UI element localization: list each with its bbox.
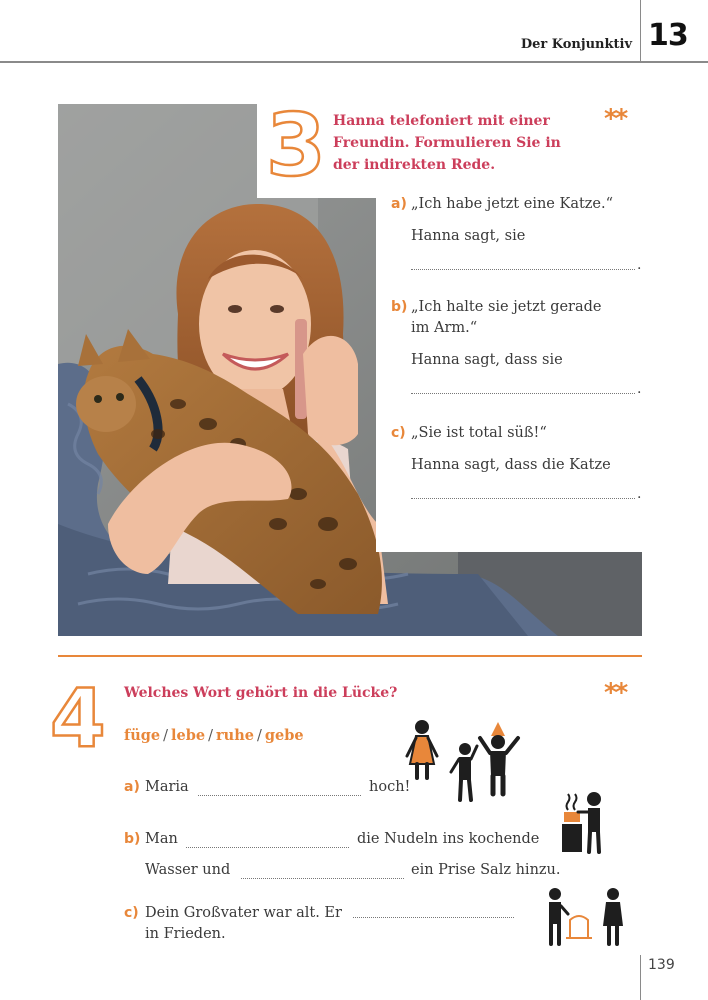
chapter-title: Der Konjunktiv: [520, 37, 632, 52]
sentence-text: Maria: [145, 779, 189, 795]
sentence-text: hoch!: [369, 779, 411, 795]
header-rule: [0, 61, 708, 63]
answer-line[interactable]: [411, 498, 635, 499]
exercise-4-instruction: Welches Wort gehört in die Lücke?: [124, 685, 398, 701]
item-letter: a): [391, 196, 407, 212]
exercise-3-instruction: [333, 110, 593, 176]
word-options: [124, 725, 304, 744]
sentence-text: die Nudeln ins kochende: [357, 831, 540, 847]
word-option: lebe: [171, 727, 206, 744]
word-option: gebe: [264, 727, 304, 744]
lead-text: Hanna sagt, dass sie: [411, 352, 563, 368]
sentence-text: in Frieden.: [145, 926, 226, 942]
difficulty-stars: **: [604, 104, 626, 134]
sentence-text: Dein Großvater war alt. Er: [145, 905, 342, 921]
instruction-line: Freundin. Formulieren Sie in: [333, 135, 561, 151]
item-letter: c): [124, 905, 139, 921]
answer-line[interactable]: [411, 269, 635, 270]
period: .: [637, 257, 642, 273]
separator: /: [257, 728, 262, 744]
period: .: [637, 486, 642, 502]
gap-line[interactable]: [353, 917, 514, 918]
word-option: füge: [124, 727, 161, 744]
lead-text: Hanna sagt, sie: [411, 228, 526, 244]
gap-line[interactable]: [198, 795, 361, 796]
item-letter: b): [124, 831, 141, 847]
header-separator: [640, 0, 641, 62]
separator: /: [163, 728, 169, 744]
exercise-3-number: 3: [266, 96, 326, 196]
gap-line[interactable]: [186, 847, 349, 848]
sentence-text: Wasser und: [145, 862, 231, 878]
item-letter: b): [391, 299, 408, 315]
footer-separator: [640, 955, 641, 1000]
sentence-text: ein Prise Salz hinzu.: [411, 862, 561, 878]
difficulty-stars: **: [604, 678, 626, 708]
mourners-at-grave-icon: [542, 886, 632, 950]
quote-text: „Ich halte sie jetzt gerade: [411, 299, 602, 315]
gap-line[interactable]: [241, 878, 404, 879]
answer-line[interactable]: [411, 393, 635, 394]
quote-text: im Arm.“: [411, 320, 478, 336]
quote-text: „Ich habe jetzt eine Katze.“: [411, 196, 614, 212]
item-letter: a): [124, 779, 140, 795]
instruction-line: der indirekten Rede.: [333, 157, 496, 173]
separator: /: [208, 728, 214, 744]
exercise-4-number: 4: [50, 672, 106, 765]
quote-text: „Sie ist total süß!“: [411, 425, 547, 441]
word-option: ruhe: [216, 727, 254, 744]
sentence-text: Man: [145, 831, 178, 847]
person-cooking-icon: [558, 790, 608, 858]
lead-text: Hanna sagt, dass die Katze: [411, 457, 611, 473]
period: .: [637, 381, 642, 397]
section-divider: [58, 655, 642, 657]
people-cheering-icon: [404, 716, 526, 810]
item-letter: c): [391, 425, 406, 441]
chapter-number: 13: [648, 18, 688, 53]
instruction-line: Hanna telefoniert mit einer: [333, 113, 550, 129]
page-number: 139: [648, 957, 675, 973]
